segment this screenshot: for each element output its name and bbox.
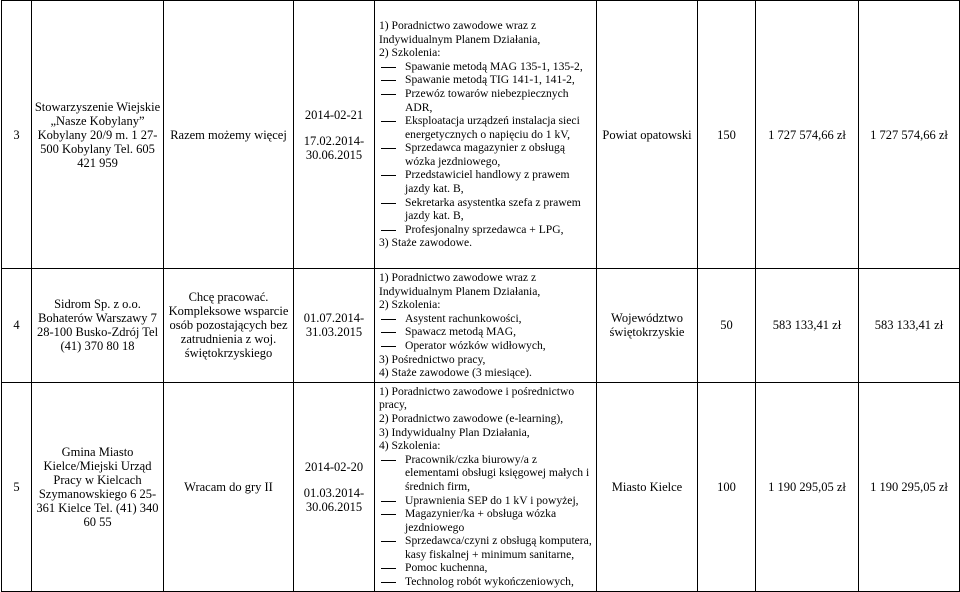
project-title-cell: Wracam do gry II [164,382,294,591]
project-period: 01.07.2014-31.03.2015 [303,311,365,340]
dash-list-item: Pomoc kuchenna, [405,561,593,575]
support-description-cell [375,1,597,269]
list-item: 3) Staże zawodowe. [379,236,473,250]
participants-cell: 100 [698,382,756,591]
organization-cell: Gmina Miasto Kielce/Miejski Urząd Pracy w Kielcach Szymanowskiego 6 25-361 Kielce Tel. (41) 340 60 55 [32,382,164,591]
amount-cell: 583 133,41 zł [859,269,960,383]
list-item: 4) Staże zawodowe (3 miesiące). [379,366,532,380]
dash-list-item: Magazynier/ka + obsługa wózka jezdniowego [405,507,593,534]
dash-list-item: Sprzedawca/czyni z obsługą komputera, kasy fiskalnej + minimum sanitarne, [405,534,592,561]
list-item: 2) Poradnictwo zawodowe (e-learning), [379,411,564,425]
list-item: 4) Szkolenia: [379,439,441,453]
dates-cell [294,269,375,383]
amount-cell: 1 190 295,05 zł [756,382,859,591]
dash-list-item: Technolog robót wykończeniowych, [405,575,593,589]
organization-cell: Sidrom Sp. z o.o. Bohaterów Warszawy 7 28-100 Busko-Zdrój Tel (41) 370 80 18 [32,269,164,383]
dash-list-item: Pracownik/czka biurowy/a z elementami obsługi księgowej małych i średnich firm, [405,453,593,494]
organization-cell: Stowarzyszenie Wiejskie „Nasze Kobylany” Kobylany 20/9 m. 1 27-500 Kobylany Tel. 605 421 959 [32,1,164,269]
dash-list-item: Sprzedawca magazynier z obsługą wózka jezdniowego, [405,141,593,168]
list-item: 1) Poradnictwo zawodowe wraz z Indywidualnym Planem Działania, [379,271,541,298]
list-item: 1) Poradnictwo zawodowe wraz z Indywidualnym Planem Działania, [379,18,541,46]
amount-cell: 583 133,41 zł [756,269,859,383]
table-row [2,269,960,383]
participants-cell: 50 [698,269,756,383]
dates-cell [294,1,375,269]
amount-cell: 1 727 574,66 zł [756,1,859,269]
project-period: 01.03.2014-30.06.2015 [303,485,365,514]
projects-table [1,0,960,592]
dash-list-item: Spawanie metodą MAG 135-1, 135-2, [405,60,593,74]
area-cell: Miasto Kielce [597,382,698,591]
participants-cell: 150 [698,1,756,269]
table-row [2,1,960,269]
list-item: 3) Pośrednictwo pracy, [379,352,486,366]
support-description-cell [375,382,597,591]
list-item: 2) Szkolenia: [379,46,441,60]
decision-date: 2014-02-20 [304,459,364,474]
decision-date: 2014-02-21 [304,107,364,122]
amount-cell: 1 727 574,66 zł [859,1,960,269]
dash-list-item: Sekretarka asystentka szefa z prawem jazdy kat. B, [405,196,593,223]
dash-list-item: Przewóz towarów niebezpiecznych ADR, [405,87,593,114]
area-cell: Województwo świętokrzyskie [597,269,698,383]
table-row [2,382,960,591]
dash-list-item: Profesjonalny sprzedawca + LPG, [405,223,593,237]
dash-list-item: Asystent rachunkowości, [405,312,593,326]
dash-list-item: Spawanie metodą TIG 141-1, 141-2, [405,73,593,87]
project-title-cell: Razem możemy więcej [164,1,294,269]
row-number: 5 [2,382,32,591]
dash-list-item: Eksploatacja urządzeń instalacja sieci energetycznych o napięciu do 1 kV, [405,114,593,141]
project-title-cell: Chcę pracować. Kompleksowe wsparcie osób pozostających bez zatrudnienia z woj. świętokrzyskiego [164,269,294,383]
area-cell: Powiat opatowski [597,1,698,269]
dates-cell [294,382,375,591]
support-description-cell [375,269,597,383]
row-number: 4 [2,269,32,383]
dash-list-item: Uprawnienia SEP do 1 kV i powyżej, [405,494,593,508]
list-item: 2) Szkolenia: [379,298,441,312]
dash-list-item: Operator wózków widłowych, [405,339,593,353]
list-item: 3) Indywidualny Plan Działania, [379,425,530,439]
project-period: 17.02.2014-30.06.2015 [303,133,365,162]
dash-list-item: Przedstawiciel handlowy z prawem jazdy kat. B, [405,168,593,195]
row-number: 3 [2,1,32,269]
list-item: 1) Poradnictwo zawodowe i pośrednictwo pracy, [379,384,575,412]
dash-list-item: Spawacz metodą MAG, [405,325,593,339]
amount-cell: 1 190 295,05 zł [859,382,960,591]
